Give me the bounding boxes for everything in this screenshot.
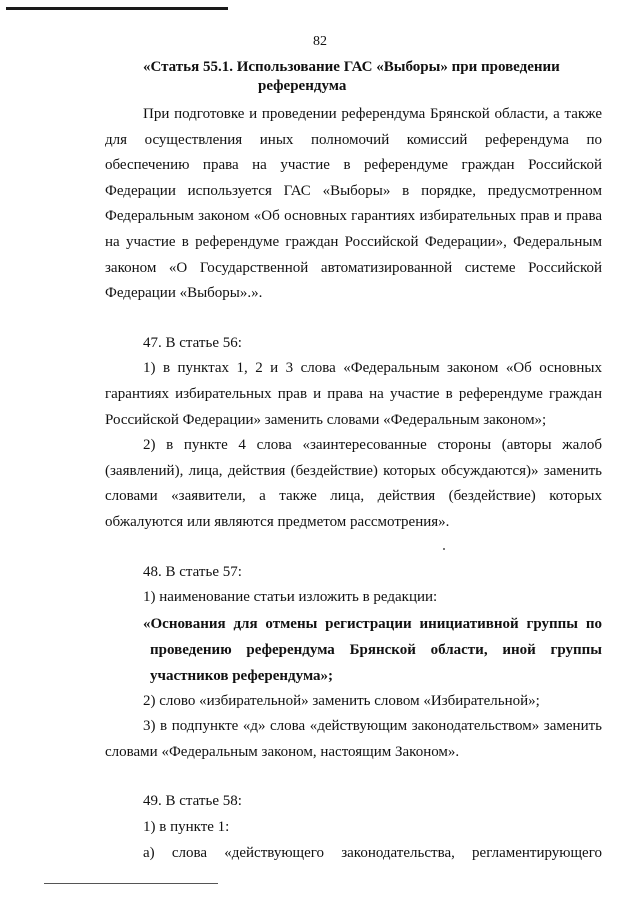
article-heading (105, 58, 602, 96)
item-47-sub-1: 1) в пунктах 1, 2 и 3 слова «Федеральным законом «Об основных гарантиях избирательных прав и права на участие в референдуме граждан Российской Федерации» заменить словами «Федеральным законом»; (105, 360, 602, 428)
scan-speck (443, 548, 445, 550)
document-body (105, 58, 602, 866)
scan-edge-line-bottom (44, 883, 218, 884)
item-48-new-title: «Основания для отмены регистрации инициативной группы по проведению референдума Брянской области, иной группы участников референдума»; (143, 615, 602, 684)
article-heading-line1: «Статья 55.1. Использование ГАС «Выборы» при проведении (143, 59, 560, 75)
item-48-sub-3: 3) в подпункте «д» слова «действующим законодательством» заменить словами «Федеральным законом, настоящим Законом». (105, 718, 602, 760)
item-48-heading: 48. В статье 57: (143, 563, 242, 580)
spacer (105, 765, 602, 789)
item-47-heading: 47. В статье 56: (143, 334, 242, 351)
spacer (105, 536, 602, 560)
paragraph-article-text: При подготовке и проведении референдума Брянской области, а также для осуществления иных полномочий комиссий референдума по обеспечению права на участие в референдуме граждан Российской Федерации используется ГАС «Выборы» в порядке, предусмотренном Федеральным законом «Об основных гарантиях избирательных прав и права на участие в референдуме граждан Российской Федерации», Федеральным законом «О Государственной автоматизированной системе Российской Федерации «Выборы».». (105, 106, 602, 302)
item-48-sub-2: 2) слово «избирательной» заменить словом «Избирательной»; (143, 692, 540, 709)
item-49-sub-1: 1) в пункте 1: (143, 819, 230, 836)
spacer (105, 307, 602, 331)
item-47-sub-2: 2) в пункте 4 слова «заинтересованные стороны (авторы жалоб (заявлений), лица, действия (бездействие) которых обсуждаются)» заменить словами «заявители, а также лица, действия (бездействие) которых обжалуются или являются предметом рассмотрения». (105, 437, 602, 530)
item-49-sub-1a: а) слова «действующего законодательства, регламентирующего (143, 844, 602, 861)
scan-edge-line-top (6, 7, 228, 10)
page-number: 82 (313, 34, 327, 49)
article-heading-line2: референдума (258, 78, 347, 94)
item-49-heading: 49. В статье 58: (143, 793, 242, 810)
item-48-sub-1: 1) наименование статьи изложить в редакции: (143, 589, 438, 606)
